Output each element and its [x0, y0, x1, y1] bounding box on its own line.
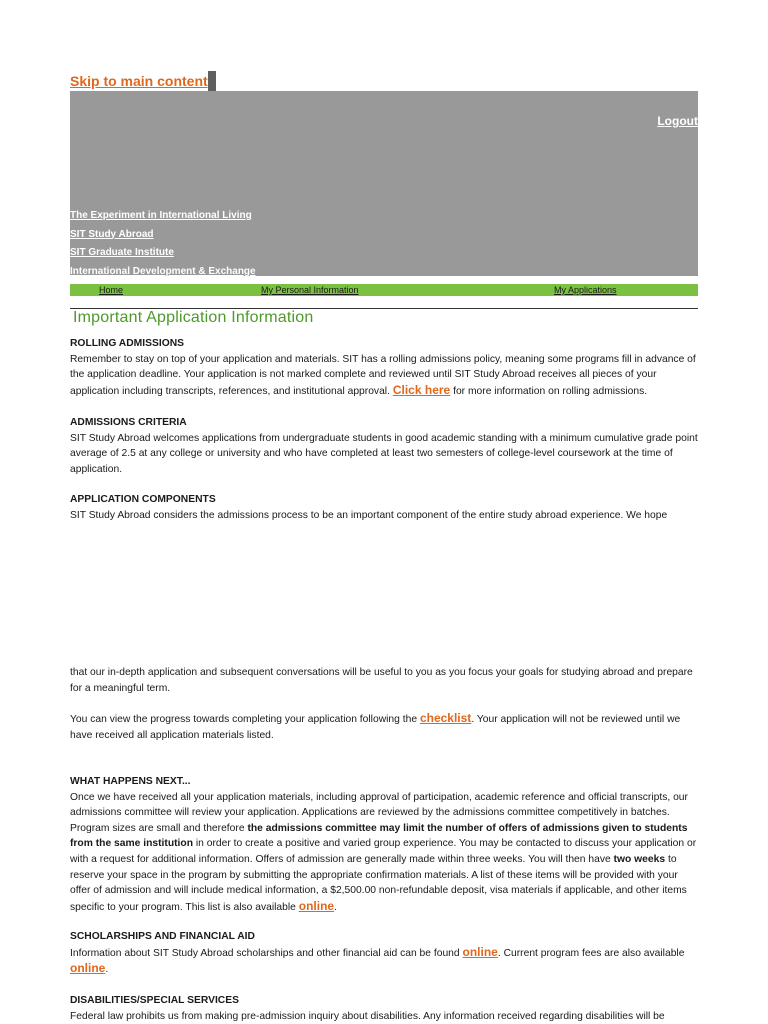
logout-link[interactable]: Logout	[657, 114, 698, 128]
financial-aid-online-link[interactable]: online	[462, 944, 498, 959]
skip-to-content	[70, 71, 216, 91]
page-title: Important Application Information	[73, 309, 314, 326]
body-text: Information about SIT Study Abroad scholarships and other financial aid can be found	[70, 947, 460, 959]
section-body: that our in-depth application and subsequent conversations will be useful to you as you focus your goals for studying abroad and prepare for a meaningful term.	[70, 667, 693, 694]
body-text: .	[105, 964, 109, 976]
section-body: Federal law prohibits us from making pre-admission inquiry about disabilities. Any information received regarding disabilities will be	[70, 1010, 665, 1022]
body-text: to reserve your space in the program by submitting the appropriate confirmation materials. A list of these items will be provided with your offer of admission and will include medical information, a $2,500.00 non-refundable deposit, visa materials if applicable, and other items specific to your program. This list is also available	[70, 853, 687, 913]
section-admissions-criteria	[70, 415, 700, 477]
main-nav	[70, 284, 698, 296]
site-link-item	[70, 244, 256, 263]
body-text: You can view the progress towards completing your application following the	[70, 714, 418, 725]
body-text: for more information on rolling admissions.	[453, 385, 648, 397]
body-text: Remember to stay on top of your application and materials. SIT has a rolling admissions policy, meaning some programs fill in advance of the application deadline. Your application is not marked complete and reviewed until SIT Study Abroad receives all pieces of your application including transcripts, references, and institutional approval.	[70, 353, 696, 397]
section-body	[70, 352, 700, 400]
section-heading: ADMISSIONS CRITERIA	[70, 417, 187, 428]
section-scholarships	[70, 929, 700, 978]
body-text: . Your application will not be reviewed until we have received all application materials listed.	[70, 714, 681, 741]
section-application-components-continued	[70, 665, 700, 696]
checklist-link[interactable]: checklist	[419, 711, 472, 725]
section-body	[70, 790, 700, 916]
body-text: . Current program fees are also available	[497, 947, 685, 959]
section-rolling-admissions	[70, 336, 700, 399]
site-link-intl-development[interactable]: International Development & Exchange	[70, 265, 256, 277]
section-disabilities	[70, 993, 700, 1024]
section-body: SIT Study Abroad considers the admissions process to be an important component of the entire study abroad experience. We hope	[70, 509, 668, 521]
section-heading: SCHOLARSHIPS AND FINANCIAL AID	[70, 931, 255, 942]
section-heading: APPLICATION COMPONENTS	[70, 494, 216, 505]
body-text: .	[334, 901, 337, 913]
site-link-experiment[interactable]: The Experiment in International Living	[70, 210, 252, 221]
site-header	[70, 91, 698, 276]
body-text: in order to create a positive and varied group experience. You may be contacted to discuss your application or with a request for additional information. Offers of admission are generally made within three weeks. You will then have	[70, 838, 697, 865]
confirmation-list-online-link[interactable]: online	[298, 898, 335, 913]
section-what-happens-next	[70, 774, 700, 915]
nav-my-applications[interactable]: My Applications	[554, 285, 617, 295]
site-link-item	[70, 226, 256, 245]
section-heading: DISABILITIES/SPECIAL SERVICES	[70, 995, 239, 1006]
rolling-admissions-link[interactable]: Click here	[392, 382, 451, 397]
program-fees-online-link[interactable]: online	[70, 961, 106, 976]
body-emphasis: two weeks	[613, 853, 666, 865]
site-link-sit-study-abroad[interactable]: SIT Study Abroad	[70, 228, 154, 240]
nav-personal-information[interactable]: My Personal Information	[261, 285, 359, 295]
nav-home[interactable]: Home	[99, 285, 124, 295]
partner-site-links	[70, 207, 256, 281]
section-body	[70, 711, 700, 743]
section-checklist	[70, 711, 700, 743]
section-heading: WHAT HAPPENS NEXT...	[70, 776, 191, 787]
section-application-components	[70, 492, 700, 523]
body-emphasis: the admissions committee may limit the number of offers of admissions given to students from the same institution	[70, 822, 688, 850]
site-link-item	[70, 263, 256, 282]
section-heading: ROLLING ADMISSIONS	[70, 338, 185, 349]
section-body	[70, 945, 700, 978]
site-link-item	[70, 207, 256, 226]
section-body: SIT Study Abroad welcomes applications from undergraduate students in good academic standing with a minimum cumulative grade point average of 2.5 at any college or university and who have completed at least two semesters of college-level coursework at the time of application.	[70, 432, 698, 475]
site-link-graduate-institute[interactable]: SIT Graduate Institute	[70, 247, 174, 258]
body-text: Once we have received all your application materials, including approval of participation, academic reference and official transcripts, our admissions committee will review your application. Applications are reviewed by the admissions committee competitively in batches. Program sizes are small and therefore	[70, 791, 688, 834]
skip-to-content-link[interactable]: Skip to main content	[70, 73, 208, 89]
